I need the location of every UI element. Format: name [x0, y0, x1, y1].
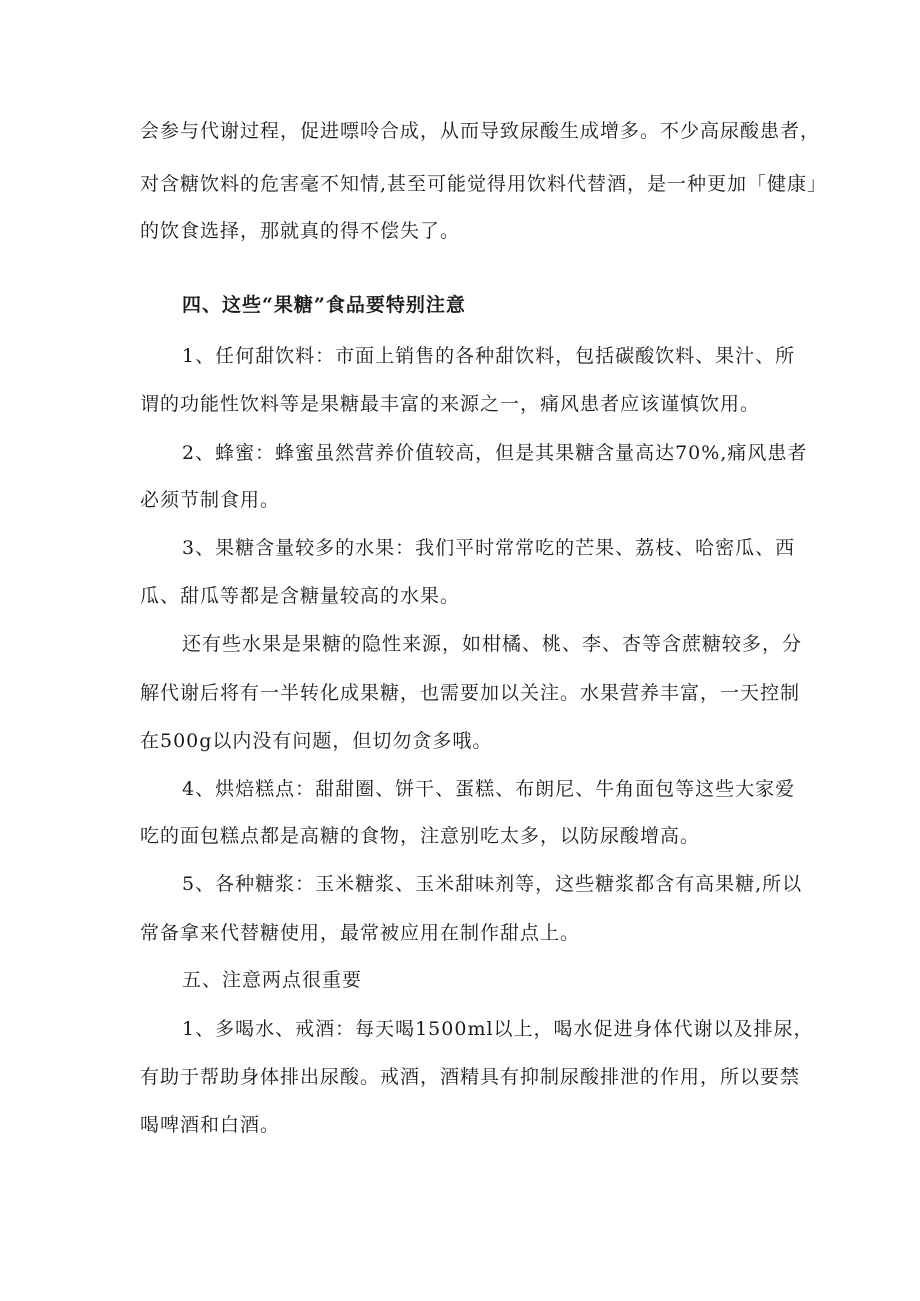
paragraph-line: 5、各种糖浆：玉米糖浆、玉米甜味剂等，这些糖浆都含有高果糖,所以: [182, 873, 803, 895]
paragraph-line: 会参与代谢过程，促进嘌呤合成，从而导致尿酸生成增多。不少高尿酸患者，: [140, 120, 821, 142]
paragraph-line: 谓的功能性饮料等是果糖最丰富的来源之一，痛风患者应该谨慎饮用。: [140, 393, 761, 415]
paragraph-line: 在500g以内没有问题，但切勿贪多哦。: [140, 730, 493, 752]
paragraph-line: 还有些水果是果糖的隐性来源，如柑橘、桃、李、杏等含蔗糖较多，分: [182, 633, 803, 655]
paragraph-line: 必须节制食用。: [140, 489, 281, 511]
paragraph-line: 常备拿来代替糖使用，最常被应用在制作甜点上。: [140, 922, 581, 944]
paragraph-line: 2、蜂蜜：蜂蜜虽然营养价值较高，但是其果糖含量高达70%,痛风患者: [182, 442, 808, 464]
paragraph-line: 瓜、甜瓜等都是含糖量较高的水果。: [140, 585, 461, 607]
paragraph-line: 3、果糖含量较多的水果：我们平时常常吃的芒果、荔枝、哈密瓜、西: [182, 537, 796, 559]
paragraph-line: 对含糖饮料的危害毫不知情,甚至可能觉得用饮料代替酒，是一种更加「健康」: [140, 173, 828, 195]
paragraph-line: 吃的面包糕点都是高糖的食物，注意别吃太多，以防尿酸增高。: [140, 825, 701, 847]
section-heading-4: 四、这些“果糖”食品要特别注意: [182, 294, 466, 316]
paragraph-line: 4、烘焙糕点：甜甜圈、饼干、蛋糕、布朗尼、牛角面包等这些大家爱: [182, 778, 796, 800]
paragraph-line: 有助于帮助身体排出尿酸。戒酒，酒精具有抑制尿酸排泄的作用，所以要禁: [140, 1066, 801, 1088]
paragraph-line: 喝啤酒和白酒。: [140, 1114, 281, 1136]
paragraph-line: 的饮食选择，那就真的得不偿失了。: [140, 220, 461, 242]
paragraph-line: 1、任何甜饮料：市面上销售的各种甜饮料，包括碳酸饮料、果汁、所: [182, 345, 796, 367]
paragraph-line: 1、多喝水、戒酒：每天喝1500ml以上，喝水促进身体代谢以及排尿，: [182, 1018, 814, 1040]
paragraph-line: 解代谢后将有一半转化成果糖，也需要加以关注。水果营养丰富，一天控制: [140, 682, 801, 704]
section-heading-5: 五、注意两点很重要: [182, 969, 363, 991]
